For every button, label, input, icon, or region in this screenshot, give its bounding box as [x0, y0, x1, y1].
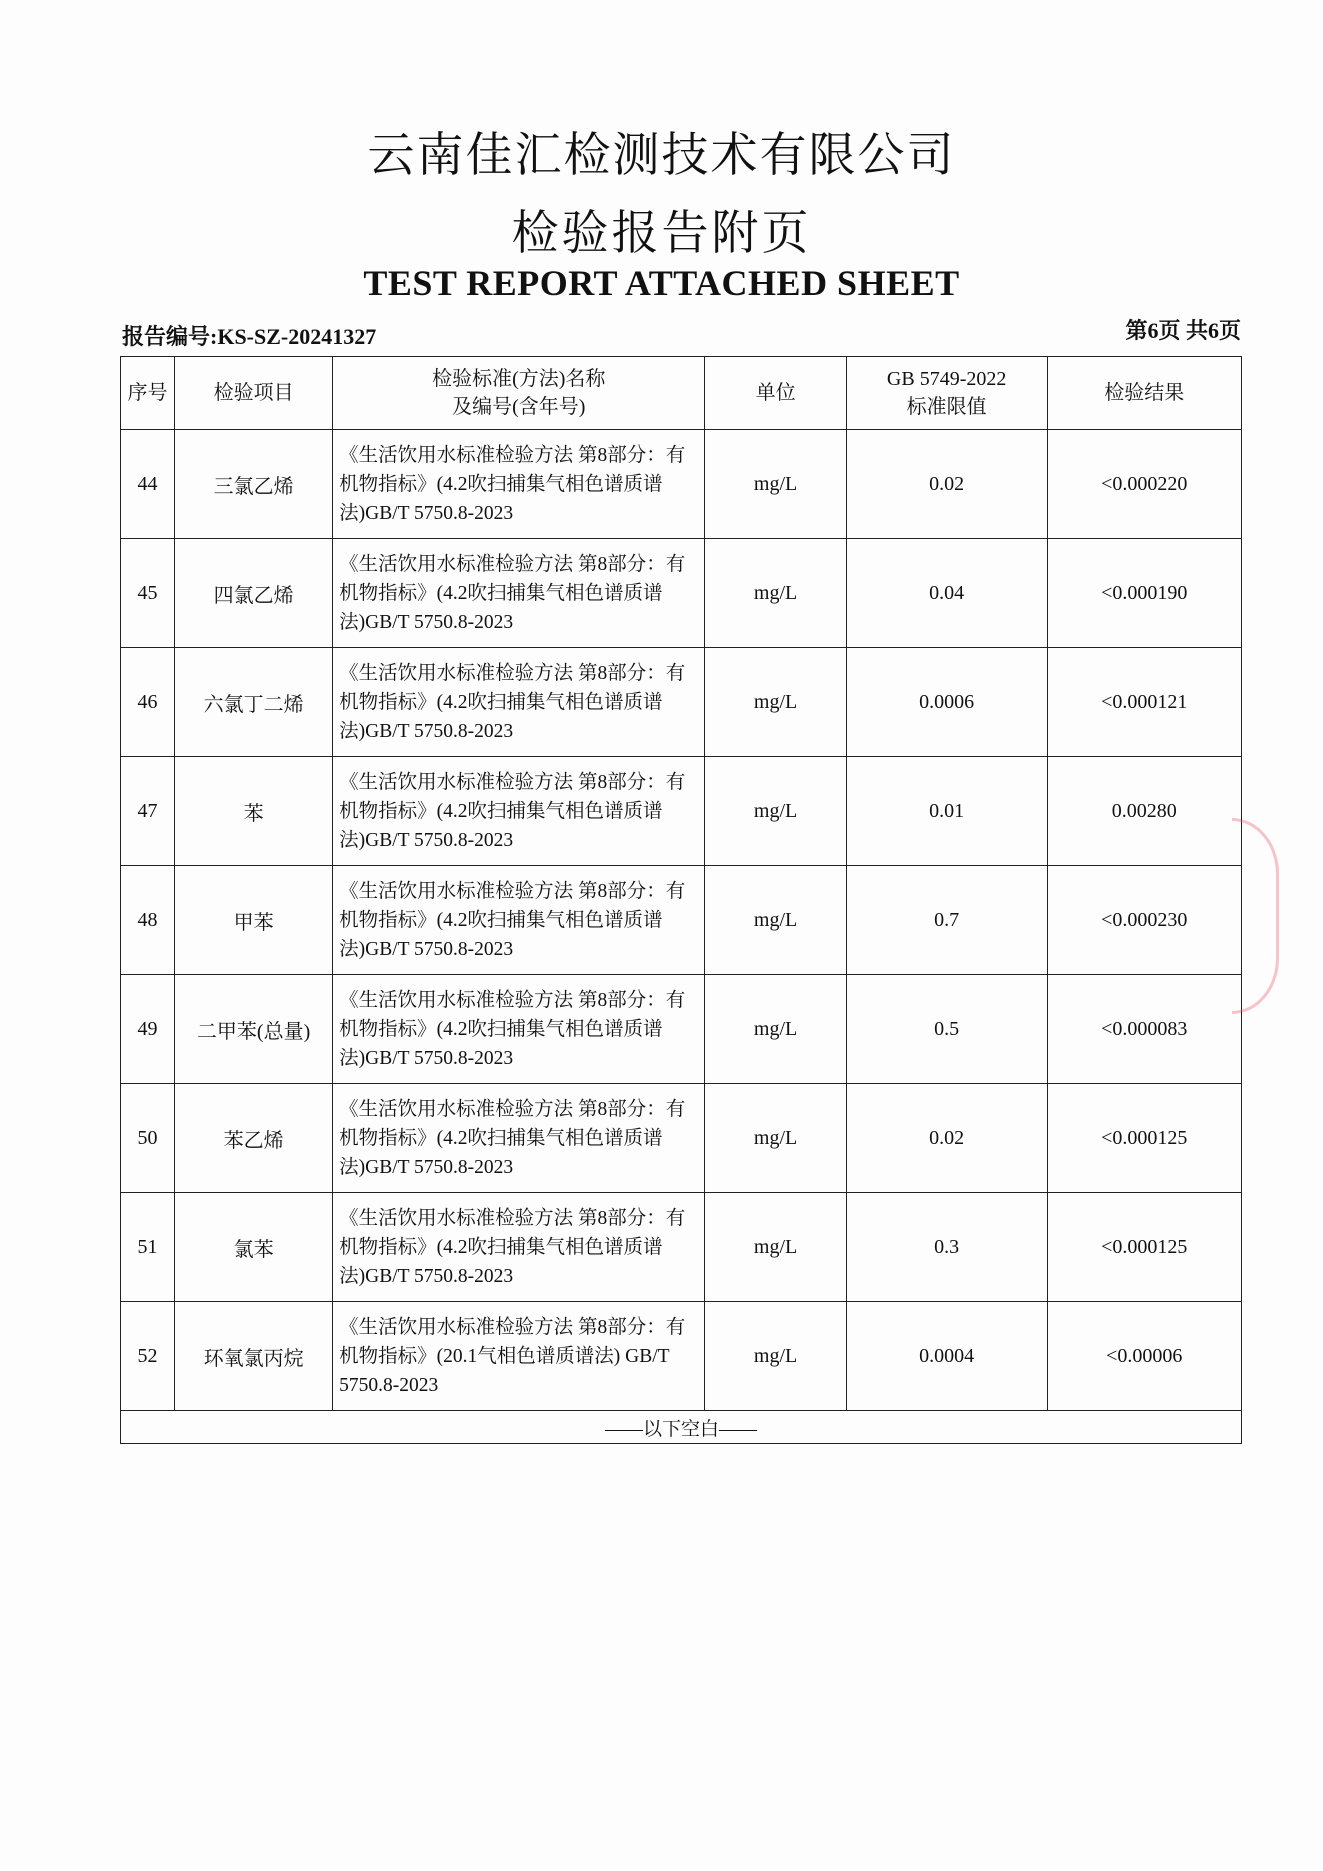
header-limit-line1: GB 5749-2022 — [886, 368, 1007, 390]
row-method: 《生活饮用水标准检验方法 第8部分：有机物指标》(4.2吹扫捕集气相色谱质谱法)GB/T 5750.8-2023 — [333, 975, 705, 1084]
row-no: 44 — [121, 430, 175, 539]
header-result: 检验结果 — [1047, 357, 1242, 430]
row-result: <0.000190 — [1047, 539, 1242, 648]
row-no: 51 — [121, 1193, 175, 1302]
header-limit — [846, 357, 1047, 430]
report-number: 报告编号:KS-SZ-20241327 — [122, 324, 377, 349]
row-item: 甲苯 — [175, 866, 333, 975]
row-unit: mg/L — [705, 539, 846, 648]
table-header-row — [121, 357, 1242, 430]
row-result: <0.000220 — [1047, 430, 1242, 539]
header-method — [333, 357, 705, 430]
row-no: 52 — [121, 1302, 175, 1411]
row-no: 48 — [121, 866, 175, 975]
row-method: 《生活饮用水标准检验方法 第8部分：有机物指标》(20.1气相色谱质谱法) GB/T 5750.8-2023 — [333, 1302, 705, 1411]
row-no: 50 — [121, 1084, 175, 1193]
row-method: 《生活饮用水标准检验方法 第8部分：有机物指标》(4.2吹扫捕集气相色谱质谱法)GB/T 5750.8-2023 — [333, 430, 705, 539]
row-limit: 0.3 — [846, 1193, 1047, 1302]
row-method: 《生活饮用水标准检验方法 第8部分：有机物指标》(4.2吹扫捕集气相色谱质谱法)GB/T 5750.8-2023 — [333, 539, 705, 648]
row-method: 《生活饮用水标准检验方法 第8部分：有机物指标》(4.2吹扫捕集气相色谱质谱法)GB/T 5750.8-2023 — [333, 1084, 705, 1193]
row-no: 45 — [121, 539, 175, 648]
header-method-line2: 及编号(含年号) — [452, 396, 586, 418]
table-row — [121, 975, 1242, 1084]
row-unit: mg/L — [705, 1302, 846, 1411]
results-table — [120, 356, 1242, 1444]
row-limit: 0.04 — [846, 539, 1047, 648]
row-limit: 0.0004 — [846, 1302, 1047, 1411]
row-no: 49 — [121, 975, 175, 1084]
row-limit: 0.0006 — [846, 648, 1047, 757]
row-limit: 0.02 — [846, 430, 1047, 539]
row-unit: mg/L — [705, 866, 846, 975]
row-limit: 0.01 — [846, 757, 1047, 866]
header-method-line1: 检验标准(方法)名称 — [432, 368, 606, 390]
row-unit: mg/L — [705, 975, 846, 1084]
row-result: <0.000083 — [1047, 975, 1242, 1084]
row-no: 46 — [121, 648, 175, 757]
row-unit: mg/L — [705, 648, 846, 757]
table-footer-row — [121, 1411, 1242, 1444]
table-row — [121, 648, 1242, 757]
row-method: 《生活饮用水标准检验方法 第8部分：有机物指标》(4.2吹扫捕集气相色谱质谱法)GB/T 5750.8-2023 — [333, 1193, 705, 1302]
red-seal-stamp — [1232, 818, 1279, 1014]
page-number: 第6页 共6页 — [1125, 318, 1241, 343]
row-item: 四氯乙烯 — [175, 539, 333, 648]
table-row — [121, 757, 1242, 866]
table-row — [121, 539, 1242, 648]
row-result: <0.000230 — [1047, 866, 1242, 975]
row-item: 苯乙烯 — [175, 1084, 333, 1193]
row-item: 氯苯 — [175, 1193, 333, 1302]
table-row — [121, 1084, 1242, 1193]
header-no: 序号 — [121, 357, 175, 430]
row-method: 《生活饮用水标准检验方法 第8部分：有机物指标》(4.2吹扫捕集气相色谱质谱法)GB/T 5750.8-2023 — [333, 757, 705, 866]
report-title-en: TEST REPORT ATTACHED SHEET — [363, 263, 960, 303]
row-unit: mg/L — [705, 430, 846, 539]
blank-below-note: ——以下空白—— — [121, 1411, 1242, 1444]
report-title-cn: 检验报告附页 — [511, 206, 812, 261]
row-limit: 0.02 — [846, 1084, 1047, 1193]
header-item: 检验项目 — [175, 357, 333, 430]
row-result: <0.000121 — [1047, 648, 1242, 757]
row-result: <0.00006 — [1047, 1302, 1242, 1411]
company-name: 云南佳汇检测技术有限公司 — [367, 128, 956, 183]
row-item: 六氯丁二烯 — [175, 648, 333, 757]
row-method: 《生活饮用水标准检验方法 第8部分：有机物指标》(4.2吹扫捕集气相色谱质谱法)GB/T 5750.8-2023 — [333, 866, 705, 975]
row-limit: 0.7 — [846, 866, 1047, 975]
table-row — [121, 1193, 1242, 1302]
row-method: 《生活饮用水标准检验方法 第8部分：有机物指标》(4.2吹扫捕集气相色谱质谱法)GB/T 5750.8-2023 — [333, 648, 705, 757]
row-item: 苯 — [175, 757, 333, 866]
row-result: 0.00280 — [1047, 757, 1242, 866]
row-result: <0.000125 — [1047, 1084, 1242, 1193]
row-result: <0.000125 — [1047, 1193, 1242, 1302]
row-item: 三氯乙烯 — [175, 430, 333, 539]
row-unit: mg/L — [705, 757, 846, 866]
row-unit: mg/L — [705, 1084, 846, 1193]
table-row — [121, 1302, 1242, 1411]
header-unit: 单位 — [705, 357, 846, 430]
header-limit-line2: 标准限值 — [906, 396, 987, 418]
row-no: 47 — [121, 757, 175, 866]
row-unit: mg/L — [705, 1193, 846, 1302]
table-row — [121, 866, 1242, 975]
row-limit: 0.5 — [846, 975, 1047, 1084]
row-item: 环氧氯丙烷 — [175, 1302, 333, 1411]
table-row — [121, 430, 1242, 539]
row-item: 二甲苯(总量) — [175, 975, 333, 1084]
